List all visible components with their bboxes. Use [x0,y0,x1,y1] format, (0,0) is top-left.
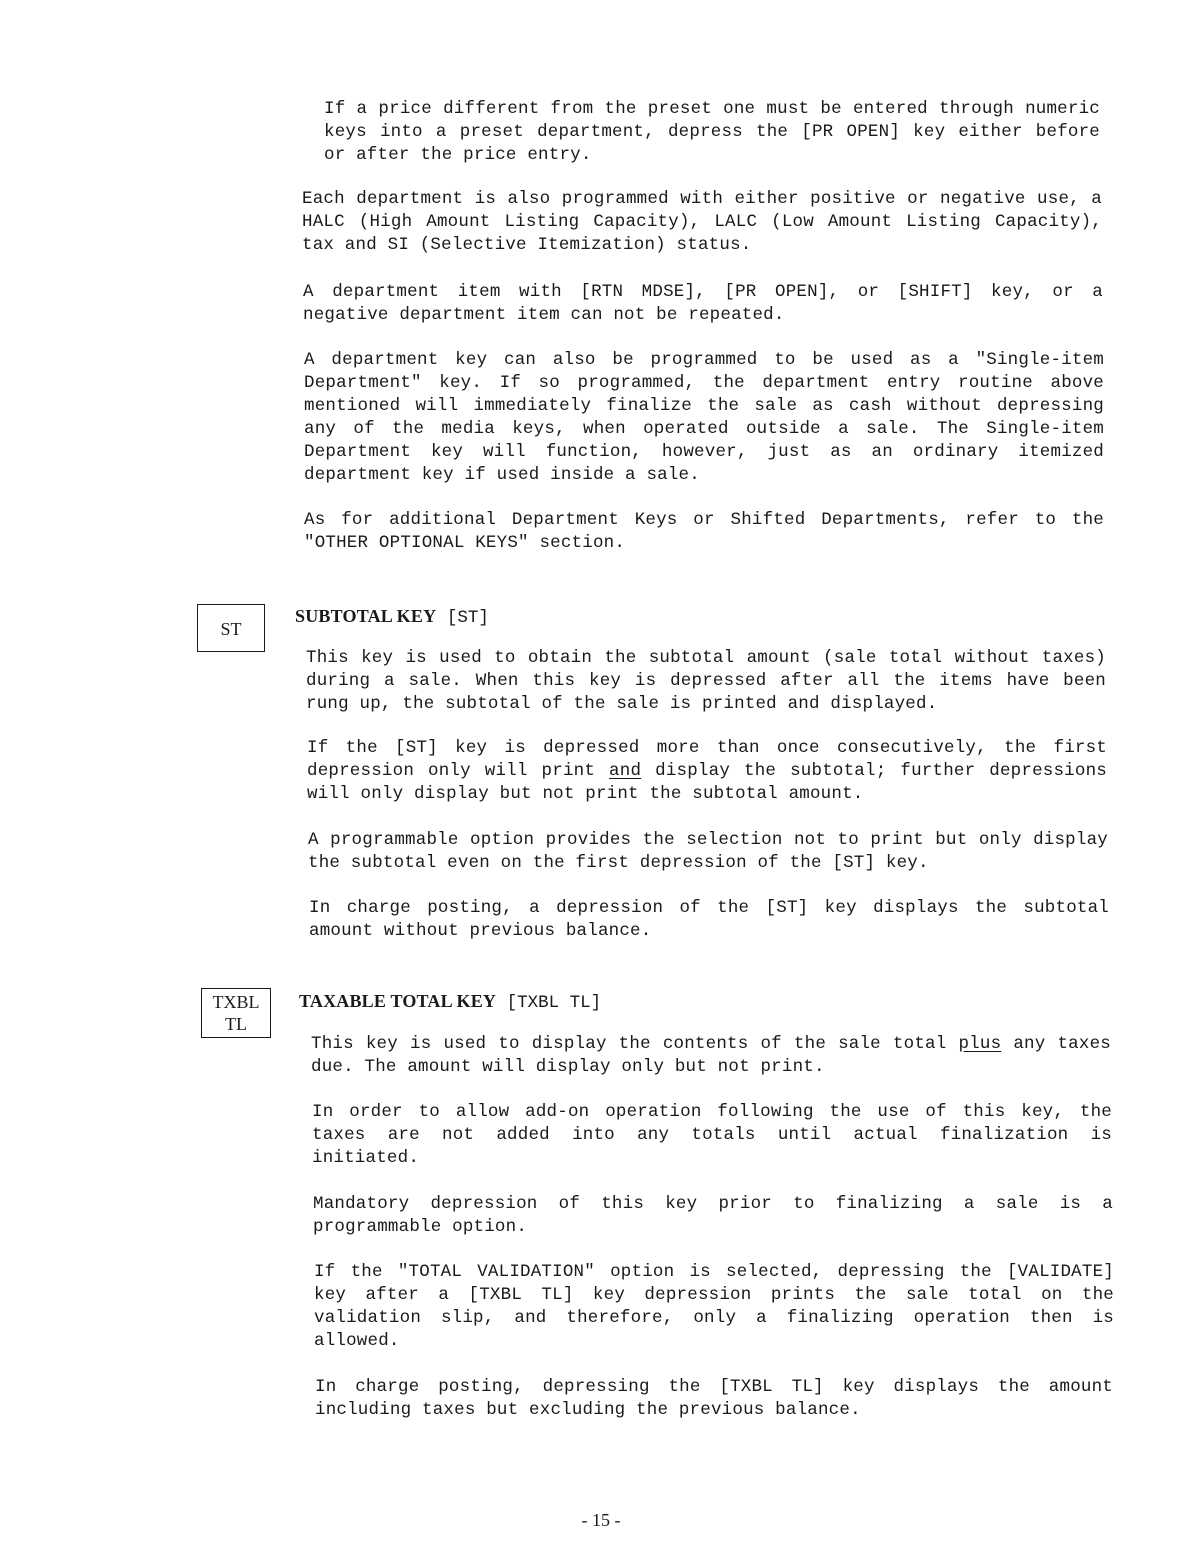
taxable-total-section-heading [299,990,601,1015]
subtotal-paragraph-charge-posting: In charge posting, a depression of the [ST] key displays the subtotal amount without previous balance. [309,898,1109,941]
taxable-total-p1-text-a: This key is used to display the contents of the sale total [311,1034,959,1054]
taxable-total-p1-text-b: any taxes due. The amount will display only but not print. [311,1034,1111,1077]
intro-paragraph-pr-open: If a price different from the preset one must be entered through numeric keys into a preset department, depress the [PR OPEN] key either before or after the price entry. [324,99,1100,165]
subtotal-p2-text-b: display the subtotal; further depressions will only display but not print the subtotal amount. [307,761,1107,804]
taxable-total-heading-key: [TXBL TL] [506,993,602,1013]
intro-paragraph-repeat-restriction: A department item with [RTN MDSE], [PR OPEN], or [SHIFT] key, or a negative department item can not be repeated. [303,282,1103,325]
page-number: - 15 - [581,1510,621,1530]
subtotal-paragraph-option: A programmable option provides the selection not to print but only display the subtotal even on the first depression of the [ST] key. [308,830,1108,873]
subtotal-paragraph-consecutive [307,737,1107,806]
subtotal-p2-underlined: and [609,761,642,781]
taxable-total-key-label-box [201,988,271,1038]
subtotal-key-label: ST [220,619,242,639]
taxable-total-p1-underlined: plus [958,1034,1002,1054]
taxable-total-paragraph-validation: If the "TOTAL VALIDATION" option is selected, depressing the [VALIDATE] key after a [TXBL TL] key depression prints the sale total on the validation slip, and therefore, only a finalizing operation then is allowed. [314,1262,1114,1351]
intro-paragraph-single-item-department: A department key can also be programmed to be used as a "Single-item Department" key. If so programmed, the department entry routine above mentioned will immediately finalize the sale as cash without depressing any of the media keys, when operated outside a sale. The Single-item Department key will function, however, just as an ordinary itemized department key if used inside a sale. [304,350,1104,485]
taxable-total-key-label-line1: TXBL [212,992,260,1012]
taxable-total-heading-title: TAXABLE TOTAL KEY [299,991,497,1011]
subtotal-paragraph-purpose: This key is used to obtain the subtotal amount (sale total without taxes) during a sale. When this key is depressed after all the items have been rung up, the subtotal of the sale is printed and displayed. [306,648,1106,714]
subtotal-heading-key: [ST] [446,608,489,628]
intro-paragraph-additional-departments: As for additional Department Keys or Shifted Departments, refer to the "OTHER OPTIONAL KEYS" section. [304,510,1104,553]
taxable-total-paragraph-purpose [311,1033,1111,1079]
taxable-total-paragraph-charge-posting: In charge posting, depressing the [TXBL TL] key displays the amount including taxes but excluding the previous balance. [315,1377,1113,1420]
subtotal-section-heading [295,605,489,630]
taxable-total-paragraph-mandatory: Mandatory depression of this key prior to finalizing a sale is a programmable option. [313,1194,1113,1237]
subtotal-p2-text-a: If the [ST] key is depressed more than once consecutively, the first depression only will print [307,738,1107,781]
taxable-total-paragraph-add-on: In order to allow add-on operation following the use of this key, the taxes are not added into any totals until actual finalization is initiated. [312,1102,1112,1168]
subtotal-key-label-box [197,604,265,652]
taxable-total-key-label-line2: TL [225,1014,247,1034]
subtotal-heading-title: SUBTOTAL KEY [295,606,437,626]
intro-paragraph-department-programming: Each department is also programmed with either positive or negative use, a HALC (High Amount Listing Capacity), LALC (Low Amount Listing Capacity), tax and SI (Selective Itemization) status. [302,189,1102,255]
